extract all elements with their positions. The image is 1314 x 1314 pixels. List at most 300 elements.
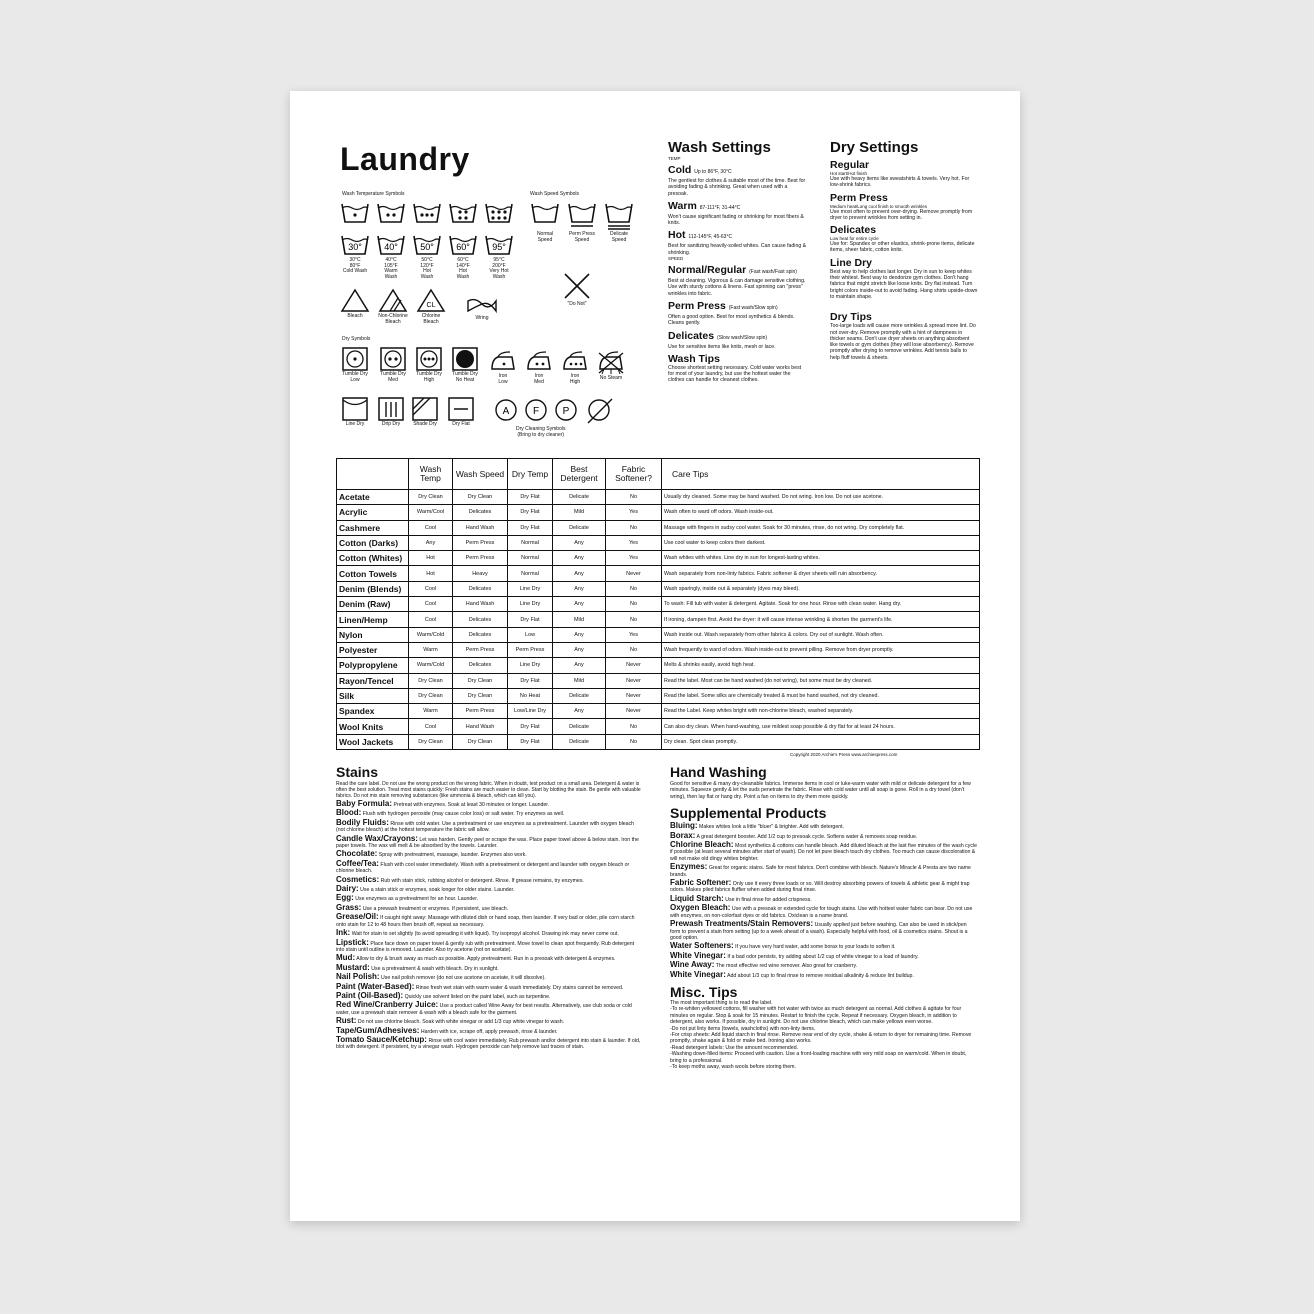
table-cell: Dry Clean (453, 490, 508, 505)
table-cell: Dry Clean (453, 688, 508, 703)
fabric-name: Silk (337, 688, 409, 703)
misc-tip: -For crisp sheets: Add liquid starch in final rinse. Remove near end of dry cycle, shake & return to dryer for remaining time. Remove promptly, shake again & fold or make bed. Ironing also works. (670, 1031, 972, 1045)
wash-setting-text: Use for sensitive items like knits, mesh or lace. (668, 343, 776, 350)
supplement-entry (670, 830, 978, 840)
table-cell: Any (553, 581, 606, 596)
dry-cleaning-p-symbol (553, 397, 579, 423)
supplement-entry (670, 969, 978, 979)
stain-name: Mud: (336, 953, 356, 963)
table-cell: Any (553, 658, 606, 673)
care-tip: Dry clean. Spot clean promptly. (662, 734, 980, 749)
wash-temp-icon (446, 231, 480, 257)
table-cell: Dry Flat (508, 719, 553, 734)
stain-name: Cosmetics: (336, 874, 380, 884)
stain-name: Baby Formula: (336, 799, 393, 808)
table-cell: Any (553, 597, 606, 612)
care-tip: If ironing, dampen first. Avoid the dryer: it will cause intense wrinkling & shorten the garment's life. (662, 612, 980, 627)
stain-entry (336, 962, 641, 972)
dry-setting-name: Regular (830, 159, 870, 171)
stain-name: Grease/Oil: (336, 912, 379, 922)
symbol-caption: 60°C 140°F Hot Wash (456, 257, 470, 280)
svg-text:CL: CL (426, 302, 436, 309)
symbol-caption: "Do Not" (567, 301, 587, 307)
wash-setting-sub: (Fast wash/Fast spin) (749, 269, 797, 276)
care-tip: Read the label. Most can be hand washed (do not wring), but some must be dry cleaned. (662, 673, 980, 688)
non-chlorine-bleach-symbol (376, 287, 410, 325)
do-not-dry-clean-symbol (586, 397, 614, 425)
table-cell: Normal (508, 566, 553, 581)
misc-tip: The most important thing is to read the label. (670, 999, 773, 1006)
stain-text: Use nail polish remover (do not use acetone on acetate, it will dissolve). (381, 975, 546, 982)
wash-temp-symbol (338, 231, 372, 275)
stain-entry (336, 801, 641, 808)
symbol-caption: Bleach (347, 313, 363, 319)
misc-tip: -To re-whiten yellowed cottons, fill washer with hot water with twice as much detergent as normal. Add clothes & agitate for four minutes on regular. Stop & soak for 15 minutes. Restart to finish the cycle. Repeat if necessary. Oxygen bleach, in addition to detergent, also works. If possible, dry in sunlight. Do not use chlorine bleach, which can make yellows even worse. (670, 1006, 962, 1026)
supplement-text: Use with a presoak or extended cycle for tough stains. Use with hottest water fabric can bear. Do not use with enzymes, on non-colorfast dyes or old fabrics. Oxiclean is a name brand. (670, 906, 973, 919)
copyright: Copyright 2020 Archie's Press www.archiespress.com (790, 752, 898, 757)
supplemental-heading: Supplemental Products (670, 805, 827, 822)
stain-name: Rust: (336, 1016, 357, 1026)
wash-setting-text: Best for sanitizing heavily-soiled whites. Can cause fading & shrinking. (668, 243, 807, 256)
table-cell: Yes (606, 535, 662, 550)
table-cell: Hand Wash (453, 520, 508, 535)
svg-text:50°: 50° (420, 242, 434, 252)
supplement-entry (670, 823, 978, 830)
supplement-text: The most effective red wine remover. Also great for cranberry. (715, 963, 858, 970)
wash-temp-dots-icon (446, 199, 480, 225)
wash-speed-icon (602, 199, 636, 231)
care-tip: Use cool water to keep colors their darkest. (662, 535, 980, 550)
stain-name: Paint (Water-Based): (336, 981, 415, 991)
iron-med-symbol (522, 347, 556, 385)
column-header: Wash Temp (409, 459, 453, 490)
table-cell: Dry Clean (453, 673, 508, 688)
symbol-caption: Tumble Dry No Heat (452, 371, 478, 383)
svg-text:40°: 40° (384, 242, 398, 252)
no-steam-icon (594, 347, 628, 375)
misc-tip: -Do not put linty items (towels, washcloths) with non-linty items. (670, 1025, 816, 1032)
symbol-caption: Drip Dry (381, 421, 401, 427)
column-header: Dry Temp (508, 459, 553, 490)
table-cell: Dry Clean (409, 673, 453, 688)
tumble-dry-high-icon (412, 345, 446, 371)
wash-temp-dots-symbol (338, 199, 372, 225)
wash-setting-name (668, 354, 808, 365)
table-cell: Mild (553, 505, 606, 520)
stain-text: Rub with stain stick, rubbing alcohol or detergent. Rinse. If grease remains, try enzymes. (380, 877, 584, 884)
table-row (337, 551, 980, 566)
stain-text: Rinse with cold water. Use a pretreatment or use enzymes as a pretreatment. Launder with oxygen bleach (not chlorine bleach) at the hottest temperature the fabric will allow. (336, 820, 634, 834)
tumble-dry-high-symbol (412, 345, 446, 383)
table-cell: Warm (409, 704, 453, 719)
stain-entry (336, 895, 641, 902)
stain-name: Ink: (336, 928, 351, 938)
do-not-icon (560, 271, 594, 301)
stain-entry (336, 930, 641, 937)
dry-setting-sub: Medium heat/Long cool finish to smooth wrinkles (830, 203, 928, 209)
symbol-caption: Tumble Dry High (416, 371, 442, 383)
table-cell: Hot (409, 566, 453, 581)
fabric-name: Acrylic (337, 505, 409, 520)
wash-settings-heading: Wash Settings (668, 139, 771, 156)
table-cell: Dry Clean (409, 734, 453, 749)
supplement-name: Prewash Treatments/Stain Removers: (670, 919, 814, 929)
stain-entry (336, 902, 641, 912)
chlorine-bleach-symbol (414, 287, 448, 325)
table-cell: Hand Wash (453, 597, 508, 612)
stain-text: Spray with pretreatment, massage, launder. Enzymes also work. (378, 852, 527, 859)
wring-icon (465, 293, 499, 315)
wash-setting-text: The gentlest for clothes & suitable most of the time. Best for avoiding fading & shrinking. Great when used with a presoak. (668, 178, 806, 197)
supplement-name: Wine Away: (670, 960, 715, 970)
shade-dry-icon (408, 395, 442, 421)
stain-name: Paint (Oil-Based): (336, 990, 404, 1000)
column-header: Wash Speed (453, 459, 508, 490)
fabric-name: Cotton (Darks) (337, 535, 409, 550)
dry-cleaning-a-symbol (493, 397, 519, 423)
wash-setting-text: Choose shortest setting necessary. Cold water works best for most of your laundry, but use the hottest water the clothes can handle for cleanest clothes. (668, 364, 802, 384)
wash-temp-dots-symbol (410, 199, 444, 225)
wash-speed-symbol (602, 199, 636, 243)
tumble-dry-low-symbol (338, 345, 372, 383)
table-cell: Perm Press (453, 535, 508, 550)
table-cell: Delicate (553, 734, 606, 749)
svg-text:95°: 95° (492, 242, 506, 252)
table-cell: Never (606, 658, 662, 673)
table-cell: Hot (409, 551, 453, 566)
table-row (337, 520, 980, 535)
fabric-name: Cashmere (337, 520, 409, 535)
supplement-name: Enzymes: (670, 862, 708, 872)
table-cell: Warm/Cold (409, 627, 453, 642)
fabric-care-table (336, 458, 980, 750)
svg-text:60°: 60° (456, 242, 470, 252)
table-cell: Any (553, 704, 606, 719)
care-tip: Read the Label. Keep whites bright with non-chlorine bleach, washed separately. (662, 704, 980, 719)
table-cell: Never (606, 673, 662, 688)
stain-text: Use a pretreatment & wash with bleach. Dry in sunlight. (371, 965, 499, 972)
column-header: Best Detergent (553, 459, 606, 490)
stain-text: Allow to dry & brush away as much as possible. Apply pretreatment. Run in a presoak with detergent & enzymes. (356, 956, 616, 963)
wash-speed-symbols-title: Wash Speed Symbols (530, 191, 580, 197)
stain-name: Egg: (336, 893, 354, 903)
wash-temp-dots-icon (338, 199, 372, 225)
table-cell: Perm Press (453, 704, 508, 719)
fabric-name: Acetate (337, 490, 409, 505)
symbol-caption: 50°C 120°F Hot Wash (420, 257, 434, 280)
table-cell: Delicates (453, 627, 508, 642)
dry-setting-name: Line Dry (830, 256, 873, 269)
wash-setting-name (668, 265, 808, 278)
stain-entry (336, 833, 641, 850)
misc-tip: -Read detergent labels: Use the amount recommended. (670, 1044, 799, 1051)
table-cell: Cool (409, 612, 453, 627)
stain-entry (336, 1025, 641, 1035)
symbol-caption: Tumble Dry Med (380, 371, 406, 383)
fabric-name: Denim (Blends) (337, 581, 409, 596)
wash-setting-sub: (Fast wash/Slow spin) (728, 304, 778, 311)
wash-temp-symbols-title: Wash Temperature Symbols (342, 191, 405, 197)
symbol-caption: Iron High (569, 373, 581, 385)
wash-setting-text: Best at cleaning. Vigorous & can damage sensitive clothing. Use with sturdy cottons & linens. Fast spinning can "press" wrinkles into fabric. (668, 278, 806, 297)
wash-setting-title: Perm Press (668, 299, 726, 312)
table-cell: No (606, 597, 662, 612)
care-tip: Wash inside out. Wash separately from other fabrics & colors. Dry out of sunlight. Wash often. (662, 627, 980, 642)
dry-cleaning-caption: Dry Cleaning Symbols (Bring to dry cleaner) (516, 426, 566, 438)
stain-name: Red Wine/Cranberry Juice: (336, 1000, 439, 1010)
table-cell: Dry Clean (409, 490, 453, 505)
wash-setting-title: Normal/Regular (668, 264, 747, 277)
table-cell: Never (606, 704, 662, 719)
stain-text: Use enzymes as a pretreatment for an hour. Launder. (355, 896, 479, 903)
wash-speed-symbol (565, 199, 599, 243)
fabric-name: Polyester (337, 642, 409, 657)
table-cell: Any (553, 551, 606, 566)
care-tip: Can also dry clean. When hand-washing, use mildest soap possible & dry flat for at least 24 hours. (662, 719, 980, 734)
table-cell: No (606, 581, 662, 596)
column-header: Care Tips (662, 459, 980, 490)
dry-flat-symbol (444, 395, 478, 428)
table-cell: Delicate (553, 520, 606, 535)
wash-setting-sub: Up to 86°F, 30°C (694, 169, 732, 175)
table-cell: Delicates (453, 505, 508, 520)
table-cell: Perm Press (508, 642, 553, 657)
wash-setting-sub: (Slow wash/Slow spin) (717, 334, 768, 341)
wash-temp-icon (410, 231, 444, 257)
wash-setting-name (668, 201, 808, 214)
table-row (337, 597, 980, 612)
bleach-icon (338, 287, 372, 313)
supplement-entry (670, 893, 978, 903)
wash-temp-icon (338, 231, 372, 257)
table-row (337, 612, 980, 627)
table-row (337, 704, 980, 719)
symbol-caption: Normal Speed (536, 231, 554, 243)
supplement-entry (670, 950, 978, 960)
dry-setting-sub: Low heat for entire cycle (830, 236, 879, 242)
dry-setting-text: Best way to help clothes last longer. Dry in sun to keep whites their whitest. Best way to deodorize gym clothes. Don't hang fabrics that might stretch like loose knits. Dry flat instead. Turn bright colors inside-out to avoid fading. Hang shirts upside-down to maintain shape. (830, 268, 978, 300)
supplement-name: Liquid Starch: (670, 893, 724, 903)
table-header-row (337, 459, 980, 490)
stain-entry (336, 874, 641, 884)
stain-text: Wait for stain to set slightly (to avoid spreading it with liquid). Try isopropyl alcohol. Drawing ink may never come out. (351, 931, 619, 938)
wash-temp-symbol (482, 231, 516, 280)
table-cell: No (606, 734, 662, 749)
table-cell: Never (606, 688, 662, 703)
wash-temp-dots-symbol (446, 199, 480, 225)
stain-name: Tomato Sauce/Ketchup: (336, 1034, 427, 1044)
iron-high-icon (558, 347, 592, 373)
table-cell: Cool (409, 520, 453, 535)
care-tip: Melts & shrinks easily, avoid high heat. (662, 658, 980, 673)
stain-name: Tape/Gum/Adhesives: (336, 1025, 420, 1035)
supplement-entry (670, 962, 978, 969)
dry-cleaning-f-icon (523, 397, 549, 423)
table-cell: Warm/Cold (409, 658, 453, 673)
dry-cleaning-a-icon (493, 397, 519, 423)
stain-text: If caught right away: Massage with diluted dish or hand soap, then launder. If very bad or older, pile corn starch onto stain for 12 to 48 hours then brush off, repeat as necessary. (336, 915, 635, 928)
stain-entry (336, 851, 641, 858)
wash-speed-icon (565, 199, 599, 231)
table-cell: Cool (409, 719, 453, 734)
stain-text: Pretreat with enzymes. Soak at least 30 minutes or longer. Launder. (393, 802, 550, 808)
dry-setting-name: Dry Tips (830, 311, 872, 324)
table-cell: Low/Line Dry (508, 704, 553, 719)
care-tip: Wash sparingly, inside out & separately (dyes may bleed). (662, 581, 980, 596)
care-tip: Usually dry cleaned. Some may be hand washed. Do not wring. Iron low. Do not use acetone. (662, 490, 980, 505)
stain-entry (336, 1018, 641, 1025)
stains-heading: Stains (336, 764, 379, 780)
wash-temp-symbol (374, 231, 408, 280)
dry-setting-text: Use with heavy items like sweatshirts & towels. Very hot. For low-shrink fabrics. (830, 176, 970, 189)
wash-temp-dots-symbol (374, 199, 408, 225)
drip-dry-icon (374, 395, 408, 421)
stain-text: Quickly use solvent listed on the paint label, such as turpentine. (404, 993, 551, 1000)
stain-name: Lipstick: (336, 937, 369, 947)
stain-text: Flush with hydrogen peroxide (may cause color loss) or salt water. Try enzymes as well. (362, 811, 565, 818)
table-cell: Warm (409, 642, 453, 657)
tumble-dry-no-heat-symbol (448, 345, 482, 383)
do-not-dry-clean-icon (586, 397, 614, 425)
supplement-text: Great for organic stains. Safe for most fabrics. Don't combine with bleach. Nature's Miracle & Presta are two name brands. (670, 865, 971, 878)
table-cell: Delicate (553, 688, 606, 703)
line-dry-symbol (338, 395, 372, 428)
wring-symbol (465, 293, 499, 322)
symbol-caption: Iron Med (534, 373, 544, 385)
table-cell: Hand Wash (453, 719, 508, 734)
table-cell: Line Dry (508, 581, 553, 596)
wash-speed-symbol (528, 199, 562, 243)
table-cell: Dry Flat (508, 490, 553, 505)
dry-flat-icon (444, 395, 478, 421)
care-tip: Wash whites with whites. Line dry in sun for longest-lasting whites. (662, 551, 980, 566)
stain-entry (336, 817, 641, 834)
supplement-name: Bluing: (670, 821, 698, 831)
symbol-caption: Non-Chlorine Bleach (378, 313, 408, 325)
supplement-entry (670, 880, 978, 894)
table-row (337, 535, 980, 550)
table-cell: Any (553, 642, 606, 657)
table-cell: No (606, 520, 662, 535)
wash-setting-title: Warm (668, 199, 697, 212)
wash-temp-symbol (446, 231, 480, 280)
symbol-caption: Dry Flat (452, 421, 470, 427)
table-cell: Mild (553, 612, 606, 627)
table-cell: Cool (409, 597, 453, 612)
line-dry-icon (338, 395, 372, 421)
stain-entry (336, 886, 641, 893)
fabric-name: Rayon/Tencel (337, 673, 409, 688)
fabric-name: Cotton (Whites) (337, 551, 409, 566)
supplement-entry (670, 943, 978, 950)
table-cell: Delicates (453, 612, 508, 627)
table-cell: Dry Flat (508, 520, 553, 535)
wash-setting-name (668, 165, 808, 178)
supplement-text: If a bad odor persists, try adding about 1/2 cup of white vinegar to a load of laundry. (727, 953, 919, 960)
wash-setting-title: Hot (668, 229, 686, 242)
misc-tips-heading: Misc. Tips (670, 983, 738, 1000)
wash-setting-sub: 87-111°F, 31-44°C (699, 204, 741, 211)
wash-temp-dots-icon (410, 199, 444, 225)
supplement-text: If you have very hard water, add some borax to your loads to soften it. (735, 944, 896, 951)
supplement-text: A great detergent booster. Add 1/2 cup to presoak cycle. Softens water & removes soap residue. (696, 833, 918, 840)
misc-tip: -To keep moths away, wash wools before storing them. (670, 1064, 796, 1070)
dry-setting-name: Delicates (830, 224, 877, 237)
table-cell: Low (508, 627, 553, 642)
stain-text: Use a product called Wine Away for best results. Alternatively, use club soda or cold water, use a prewash stain remover & wash with a bleach safe for the garment. (336, 1003, 632, 1016)
stain-entry (336, 937, 641, 954)
misc-tip: -Washing down-filled items: Proceed with caution. Use a front-loading machine with very mild soap on warm/cold. When in doubt, bring to a professional. (670, 1051, 967, 1064)
stain-name: Mustard: (336, 962, 370, 972)
table-cell: No (606, 612, 662, 627)
hand-washing-heading: Hand Washing (670, 764, 767, 780)
wash-speed-icon (528, 199, 562, 231)
table-cell: Warm/Cool (409, 505, 453, 520)
table-cell: Never (606, 566, 662, 581)
right-bottom-column (670, 765, 978, 1070)
wash-setting-title: Delicates (668, 329, 715, 342)
table-cell: No (606, 490, 662, 505)
table-row (337, 505, 980, 520)
stain-entry (336, 1034, 641, 1051)
shade-dry-symbol (408, 395, 442, 428)
stain-entry (336, 955, 641, 962)
drip-dry-symbol (374, 395, 408, 428)
supplement-name: Oxygen Bleach: (670, 903, 731, 913)
table-row (337, 642, 980, 657)
table-row (337, 688, 980, 703)
wash-temp-dots-icon (482, 199, 516, 225)
table-cell: Delicate (553, 490, 606, 505)
hand-washing-text: Good for sensitive & many dry-cleanable fabrics. Immerse items in cool or luke-warm water with mild or delicate detergent for a few minutes. Squeeze gently & let the suds penetrate the fabric. Rinse with cold water until all soap is gone. Roll in a dry towel (don't wring), then lay flat or hang dry. Point a fan on items to dry them more quickly. (670, 781, 971, 800)
dry-symbols-title: Dry Symbols (342, 336, 371, 342)
no-steam-symbol (594, 347, 628, 382)
table-cell: Line Dry (508, 597, 553, 612)
table-cell: Any (553, 627, 606, 642)
stain-text: Use a prewash treatment or enzymes. If persistent, use bleach. (362, 905, 509, 912)
stain-entry (336, 990, 641, 1000)
stain-name: Grass: (336, 902, 362, 912)
care-tip: Massage with fingers in sudsy cool water. Soak for 30 minutes, rinse, do not wring. Dry completely flat. (662, 520, 980, 535)
supplement-text: Use in final rinse for added crispness. (725, 896, 812, 903)
dry-setting-text: Too-large loads will cause more wrinkles & spread more lint. Do not over-dry. Remove promptly with a hint of dampness in thicker seams. Don't use dryer sheets on anything absorbent like towels or gym clothes (they will lose absorbency). Remove promptly after drying to remove wrinkles. Add tennis balls to help fluff towels & sheets. (830, 323, 976, 361)
table-cell: Dry Flat (508, 505, 553, 520)
symbol-caption: Shade Dry (413, 421, 437, 427)
stain-text: Flush with cool water immediately. Wash with a pretreatment or detergent and launder with oxygen bleach or chlorine bleach. (336, 861, 630, 875)
temp-label: TEMP (668, 156, 681, 161)
stain-name: Chocolate: (336, 849, 378, 859)
symbol-caption: No Steam (599, 375, 623, 381)
symbol-caption: 95°C 200°F Very Hot Wash (489, 257, 509, 280)
table-cell: Line Dry (508, 658, 553, 673)
supplement-name: Chlorine Bleach: (670, 840, 734, 850)
table-cell: Delicate (553, 719, 606, 734)
symbol-caption: 30°C 80°F Cold Wash (342, 257, 368, 274)
speed-label: SPEED (668, 256, 684, 262)
care-tip: Wash often to ward off odors. Wash inside-out. (662, 505, 980, 520)
stain-text: Use a stain stick or enzymes, soak longer for older stains. Launder. (360, 887, 515, 894)
care-tip: To wash: Fill tub with water & detergent. Agitate. Soak for one hour. Rinse with clean water. Hang dry. (662, 597, 980, 612)
table-row (337, 490, 980, 505)
table-cell: Dry Flat (508, 612, 553, 627)
svg-text:P: P (562, 406, 570, 417)
iron-high-symbol (558, 347, 592, 385)
table-cell: Any (553, 566, 606, 581)
symbol-caption: Chlorine Bleach (421, 313, 441, 325)
symbol-caption: Delicate Speed (609, 231, 629, 243)
stain-name: Nail Polish: (336, 972, 380, 982)
supplement-text: Only use it every three loads or so. Will destroy absorbing powers of towels & athletic gear & might trap odors. Makes piled fabrics fluffier when added during final rinse. (670, 881, 970, 894)
